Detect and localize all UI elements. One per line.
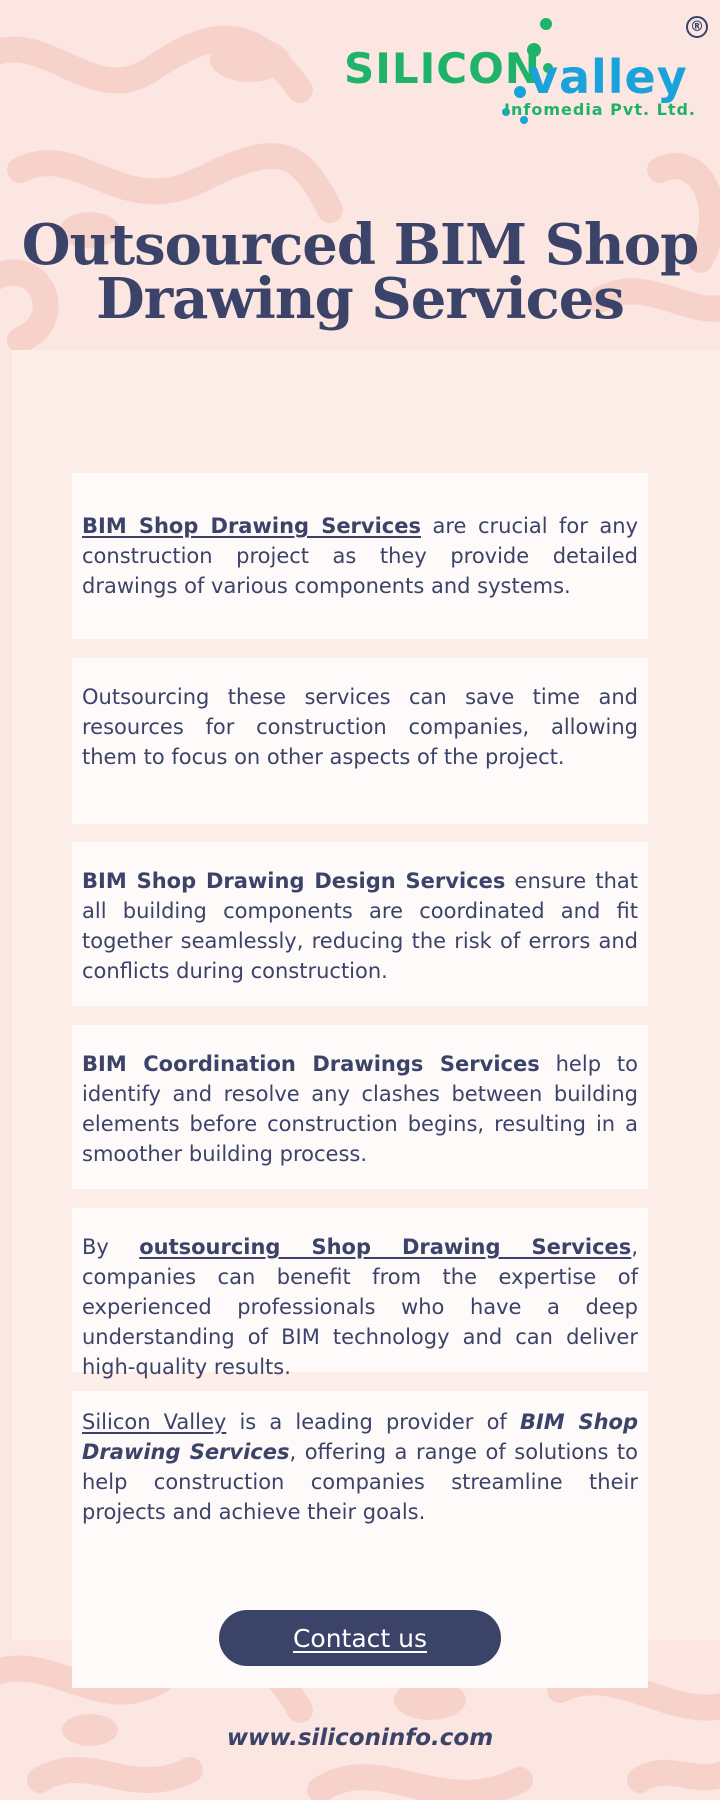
logo-word-valley: valley [528, 50, 688, 104]
company-logo [328, 12, 708, 122]
registered-mark: ® [686, 16, 708, 38]
info-card-text: By outsourcing Shop Drawing Services, companies can benefit from the expertise of experienced professionals who have a deep understanding of BIM technology and can deliver high-quality results. [82, 1235, 638, 1379]
silicon-valley-link[interactable]: Silicon Valley [82, 1410, 227, 1434]
info-card-text: BIM Shop Drawing Services are crucial for any construction project as they provide detailed drawings of various components and systems. [82, 514, 639, 598]
bim-shop-drawing-services-link[interactable]: BIM Shop Drawing Services [82, 514, 421, 538]
info-card-5 [72, 1208, 648, 1379]
logo-tagline: Infomedia Pvt. Ltd. [504, 100, 696, 119]
card-lead: BIM Coordination Drawings Services [82, 1052, 540, 1076]
page-title [0, 212, 720, 332]
info-card-4 [72, 1025, 648, 1189]
logo-word-silicon: SILICON [344, 44, 541, 93]
card-lead: BIM Shop Drawing Design Services [82, 869, 506, 893]
info-card-1 [72, 473, 648, 639]
card-emphasis: BIM Shop Drawing Services [82, 1410, 638, 1464]
info-card-text: Outsourcing these services can save time and resources for construction companies, allowing them to focus on other aspects of the project. [82, 685, 638, 769]
page-title-line-1: Outsourced BIM Shop [21, 212, 699, 278]
footer-website-link[interactable]: www.siliconinfo.com [226, 1725, 494, 1751]
outsourcing-shop-drawing-services-link[interactable]: outsourcing Shop Drawing Services [139, 1235, 632, 1259]
page-title-line-2: Drawing Services [96, 266, 624, 332]
info-card-text: BIM Coordination Drawings Services help to identify and resolve any clashes between building elements before construction begins, resulting in a smoother building process. [82, 1052, 638, 1166]
info-card-text: Silicon Valley is a leading provider of BIM Shop Drawing Services, offering a range of solutions to help construction companies streamline their projects and achieve their goals. [82, 1410, 638, 1524]
info-card-text: BIM Shop Drawing Design Services ensure that all building components are coordinated and fit together seamlessly, reducing the risk of errors and conflicts during construction. [82, 869, 638, 983]
info-card-2 [72, 658, 648, 824]
info-card-3 [72, 842, 648, 1006]
contact-us-button[interactable]: Contact us [219, 1610, 501, 1666]
